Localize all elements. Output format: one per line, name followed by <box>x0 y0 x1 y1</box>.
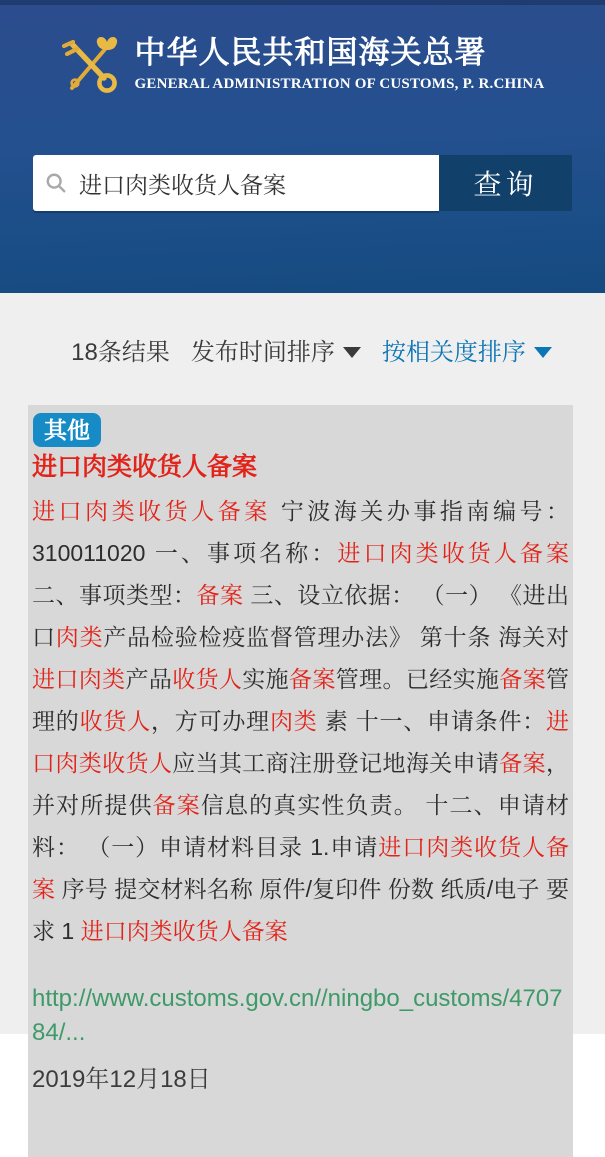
site-header <box>0 0 605 293</box>
snippet-text: 管理的 <box>32 666 570 734</box>
snippet-text: 宁波海关办事指南编号：310011020 一、事项名称： <box>32 498 570 566</box>
snippet-keyword-highlight: 收货人 <box>79 708 151 734</box>
snippet-text: 信息的真实性负责。 十二、申请材料： （一）申请材料目录 1.申请 <box>32 792 570 860</box>
snippet-keyword-highlight: 备案 <box>289 666 336 692</box>
site-title-en: GENERAL ADMINISTRATION OF CUSTOMS, P. R.CHINA <box>134 76 545 92</box>
search-result-card <box>28 405 573 1157</box>
snippet-keyword-highlight: 肉类 <box>269 708 318 734</box>
brand <box>0 33 605 95</box>
snippet-text: 序号 提交材料名称 原件/复印件 份数 纸质/电子 要求 1 <box>32 876 570 944</box>
snippet-keyword-highlight: 备案 <box>152 792 201 818</box>
snippet-text: 管理。已经实施 <box>335 666 500 692</box>
snippet-text: 二、事项类型： <box>32 582 197 608</box>
search-bar <box>33 155 572 211</box>
results-count: 18条结果 <box>71 338 170 366</box>
caret-down-icon <box>343 347 361 358</box>
snippet-keyword-highlight: 进口肉类收货人备案 <box>32 498 271 524</box>
snippet-keyword-highlight: 备案 <box>196 582 244 608</box>
search-icon <box>45 172 67 194</box>
snippet-keyword-highlight: 进口肉类 <box>32 666 126 692</box>
sort-by-relevance[interactable] <box>382 332 552 367</box>
category-badge: 其他 <box>33 413 101 447</box>
snippet-text: ，并对所提供 <box>32 750 570 818</box>
search-input[interactable] <box>77 169 429 198</box>
snippet-keyword-highlight: 备案 <box>499 750 547 776</box>
sort-by-publish-time-label: 发布时间排序 <box>190 338 335 366</box>
snippet-keyword-highlight: 进口肉类收货人备案 <box>337 540 569 566</box>
snippet-keyword-highlight: 肉类 <box>55 624 104 650</box>
snippet-keyword-highlight: 进口肉类收货人备案 <box>80 918 288 944</box>
customs-emblem-logo <box>61 33 121 95</box>
snippet-keyword-highlight: 进口肉类收货人备案 <box>32 834 570 902</box>
search-input-container[interactable] <box>33 155 439 211</box>
results-toolbar <box>0 293 605 405</box>
result-date: 2019年12月18日 <box>32 1066 211 1093</box>
snippet-text: 实施 <box>242 666 290 692</box>
result-url-link[interactable]: http://www.customs.gov.cn//ningbo_customs/470784/... <box>32 985 563 1046</box>
snippet-keyword-highlight: 备案 <box>499 666 547 692</box>
site-title-cn: 中华人民共和国海关总署 <box>134 35 487 70</box>
snippet-keyword-highlight: 进口肉类收货人 <box>32 708 570 776</box>
brand-text <box>135 36 545 92</box>
caret-down-icon <box>534 347 552 358</box>
snippet-text: 产品检验检疫监督管理办法》 第十条 海关对 <box>103 624 570 650</box>
snippet-keyword-highlight: 收货人 <box>172 666 243 692</box>
result-title-link[interactable]: 进口肉类收货人备案 <box>32 453 258 481</box>
search-button[interactable]: 查询 <box>439 155 572 211</box>
snippet-text: ，方可办理 <box>150 708 270 734</box>
snippet-text: 产品 <box>125 666 173 692</box>
snippet-text: 应当其工商注册登记地海关申请 <box>172 750 500 776</box>
sort-by-publish-time[interactable] <box>191 332 361 367</box>
snippet-text: 三、设立依据： （一） 《进出口 <box>32 582 570 650</box>
result-snippet <box>31 490 570 952</box>
snippet-text: 素 十一、申请条件： <box>317 708 547 734</box>
sort-by-relevance-label: 按相关度排序 <box>381 338 526 366</box>
